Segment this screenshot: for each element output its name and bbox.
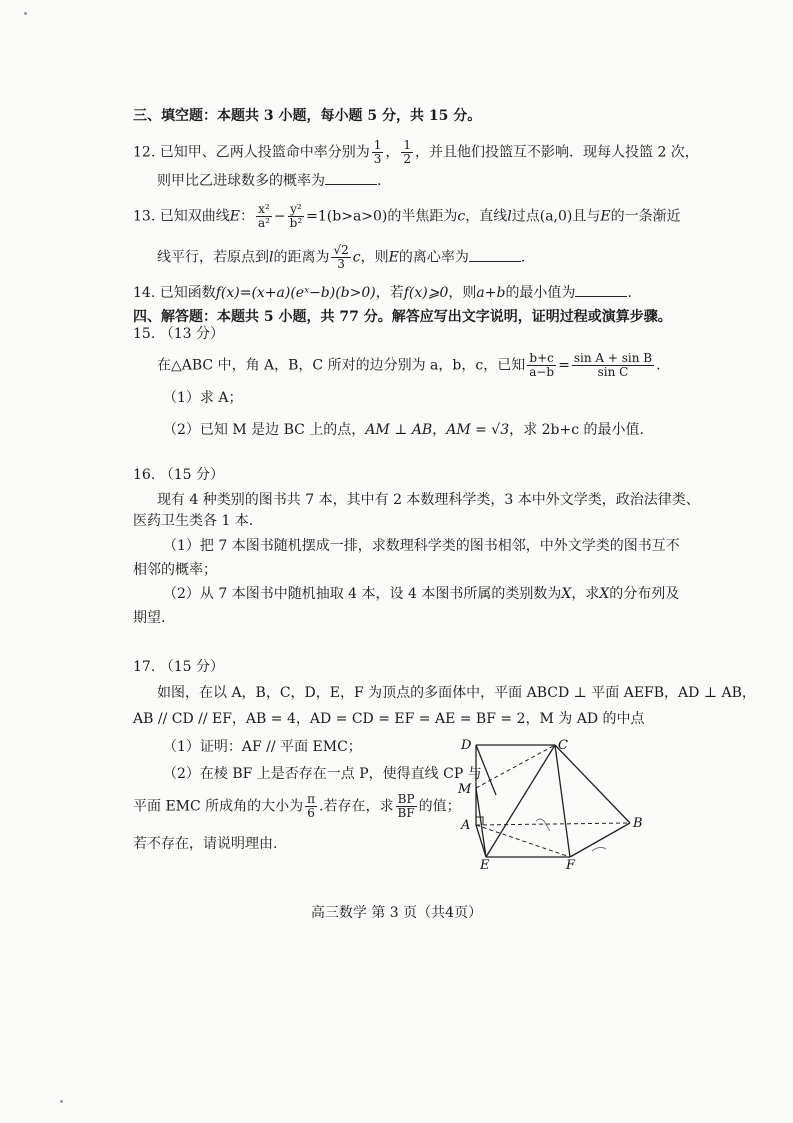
question-15-stem: 在△ABC 中，角 A，B，C 所对的边分别为 a，b，c，已知 $\frac{b+c}{a-b}$ = $\frac{\text{sin A + sin B}}{\text{sin C}}$ . bbox=[157, 351, 661, 379]
question-16-header: 16. （15 分） bbox=[133, 467, 224, 483]
page-footer: 高三数学 第 3 页（共4页） bbox=[310, 905, 483, 921]
edge-FB bbox=[570, 823, 630, 857]
question-17-part1: （1）证明：AF // 平面 EMC； bbox=[163, 739, 362, 755]
edge-AE bbox=[476, 825, 486, 857]
edge-D-stroke bbox=[476, 745, 496, 795]
question-16-part1: （1）把 7 本图书随机摆成一排，求数理科学类的图书相邻，中外文学类的图书互不 bbox=[163, 538, 680, 554]
q14-answer-blank[interactable] bbox=[575, 282, 627, 297]
q13-distance-fraction: $\frac{√2}{3}$ bbox=[333, 243, 349, 271]
q12-number: 12. bbox=[133, 144, 156, 161]
question-16-part2: （2）从 7 本图书中随机抽取 4 本，设 4 本图书所属的类别数为X，求X的分布列及 bbox=[163, 586, 680, 602]
vertex-label-C: C bbox=[558, 738, 568, 753]
question-17-part2-line1: （2）在棱 BF 上是否存在一点 P，使得直线 CP 与 bbox=[163, 766, 482, 782]
question-16-line1: 现有 4 种类别的图书共 7 本，其中有 2 本数理科学类，3 本中外文学类，政治法律类、 bbox=[157, 492, 700, 508]
vertex-label-D: D bbox=[461, 738, 472, 753]
q15-rhs-fraction: $\frac{\text{sin A + sin B}}{\text{sin C}}$ bbox=[573, 351, 653, 379]
vertex-label-B: B bbox=[633, 816, 643, 831]
question-15-header: 15. （13 分） bbox=[133, 326, 224, 342]
edge-CE bbox=[486, 745, 555, 857]
edge-CB bbox=[555, 745, 630, 823]
question-15-part1: （1）求 A； bbox=[163, 390, 243, 406]
vertex-label-A: A bbox=[461, 818, 471, 833]
q13-answer-blank[interactable] bbox=[469, 247, 521, 262]
pencil-mark-2 bbox=[592, 847, 606, 851]
pencil-mark-1 bbox=[536, 819, 550, 831]
question-14: 14. 已知函数f(x)=(x+a)(eˣ−b)(b>0)，若f(x)⩾0，则a+b的最小值为 . bbox=[133, 282, 632, 303]
question-17-part2-line3: 若不存在，请说明理由. bbox=[133, 836, 278, 852]
scan-speck bbox=[24, 12, 27, 15]
edge-CF bbox=[555, 745, 570, 857]
section3-heading: 三、填空题：本题共 3 小题，每小题 5 分，共 15 分。 bbox=[133, 108, 482, 124]
edge-AF-hidden bbox=[476, 825, 570, 857]
question-13-line2: 线平行，若原点到l的距离为 $\frac{√2}{3}$ c，则E的离心率为 . bbox=[157, 243, 526, 271]
q17-ratio-fraction: $\frac{BP}{BF}$ bbox=[397, 792, 415, 820]
q12-answer-blank[interactable] bbox=[325, 170, 377, 185]
vertex-label-E: E bbox=[480, 858, 490, 873]
edge-ME bbox=[476, 788, 486, 857]
question-17-part2-line2: 平面 EMC 所成角的大小为 $\frac{\pi}{6}$ .若存在，求 $\frac{BP}{BF}$ 的值； bbox=[133, 792, 461, 820]
question-16-line6: 期望. bbox=[133, 610, 166, 626]
q12-text-b: ，并且他们投篮互不影响．现每人投篮 2 次， bbox=[415, 144, 699, 161]
question-13-line1: 13. 已知双曲线E： $\frac{\text{x²}}{\text{a²}}$ − $\frac{\text{y²}}{\text{b²}}$ =1(b>a>0)的半焦距为c，直线l过点(a,0)且与E的一条渐近 bbox=[133, 202, 681, 230]
vertex-label-M: M bbox=[458, 782, 472, 797]
question-16-line4: 相邻的概率； bbox=[133, 562, 217, 578]
q13-fraction-x: $\frac{\text{x²}}{\text{a²}}$ bbox=[257, 202, 270, 230]
q12-text-a: 已知甲、乙两人投篮命中率分别为 bbox=[159, 144, 370, 161]
q13-fraction-y: $\frac{\text{y²}}{\text{b²}}$ bbox=[289, 202, 303, 230]
scan-speck bbox=[60, 1100, 63, 1103]
edge-AB-hidden bbox=[476, 823, 630, 825]
q12-fraction-1: $\frac{1}{3}$ bbox=[373, 138, 382, 166]
q15-lhs-fraction: $\frac{b+c}{a-b}$ bbox=[529, 351, 555, 379]
question-17-line2: AB // CD // EF，AB = 4，AD = CD = EF = AE = BF = 2，M 为 AD 的中点 bbox=[133, 711, 645, 727]
question-12-line2: 则甲比乙进球数多的概率为 . bbox=[157, 170, 381, 191]
question-17-line1: 如图，在以 A，B，C，D，E，F 为顶点的多面体中，平面 ABCD ⊥ 平面 AEFB，AD ⊥ AB， bbox=[157, 685, 756, 701]
question-15-part2: （2）已知 M 是边 BC 上的点，AM ⊥ AB，AM = √3，求 2b+c 的最小值. bbox=[163, 422, 644, 438]
q12-fraction-2: $\frac{1}{2}$ bbox=[403, 138, 411, 166]
vertex-label-F: F bbox=[566, 858, 576, 873]
edge-MC-hidden bbox=[476, 745, 555, 788]
q17-angle-fraction: $\frac{\pi}{6}$ bbox=[307, 792, 316, 820]
question-16-line2: 医药卫生类各 1 本. bbox=[133, 513, 254, 529]
question-17-header: 17. （15 分） bbox=[133, 659, 224, 675]
polyhedron-figure bbox=[452, 733, 652, 873]
question-12-line1: 12. 已知甲、乙两人投篮命中率分别为 $\frac{1}{3}$ ， $\frac{1}{2}$ ，并且他们投篮互不影响．现每人投篮 2 次， bbox=[133, 138, 699, 166]
section4-heading: 四、解答题：本题共 5 小题，共 77 分。解答应写出文字说明，证明过程或演算步骤。 bbox=[133, 309, 672, 325]
right-angle-mark bbox=[476, 817, 483, 825]
